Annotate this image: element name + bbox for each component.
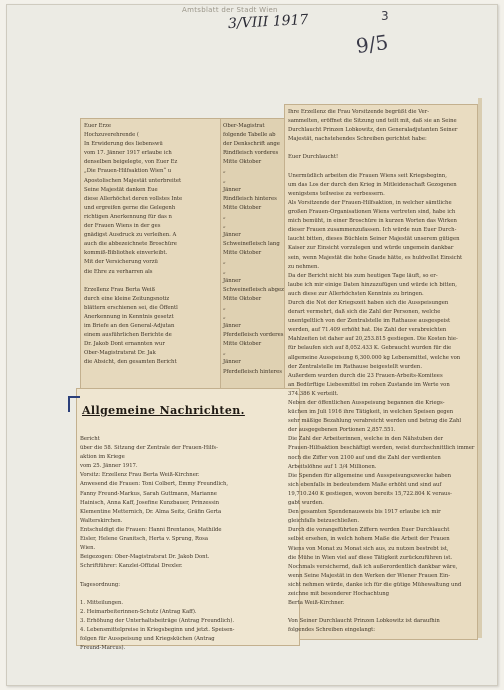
letter-left-text: Euer Erze Hochzuverehrende ( In Erwiderung des liebenswü vom 17. Jänner 1917 erlaube ich denselben beigelegte, von Euer Ez „Die Frauen-Hilfsaktion Wien“ u Apostolischen Majestät unterbreitet Seine Majestät danken Eue diese Allerhöchst deren vollstes Inte und ergreifen gerne die Gelegenh richtigen Anerkennung für das n der Frauen Wiens in der ges gnädigst Ausdruck zu verleihen. A auch die abbezeichnete Broschüre kommiß-Bibliothek einverleibt. Mit der Versicherung vorzü die Ehre zu verharren als Erzellenz Frau Berta Weiß durch eine kleine Zeitungsnotiz blättern erschienen sei, die Öffentl Anerkennung in Kenntnis gesetzt im Briefe an den General-Adjutan einem ausführlichen Berichte de Dr. Jakob Dont ernannten wur Ober-Magistratsrat Dr. Jak die Absicht, den gesamten Bericht — [84, 123, 183, 366]
news-heading: Allgemeine Nachrichten. — [82, 404, 245, 417]
clipping-edge — [478, 98, 482, 638]
archive-stamp: Amtsblatt der Stadt Wien — [182, 6, 278, 14]
price-table-text: Ober-Magistrat folgende Tabelle ab der Denkschrift ange Rindfleisch vorderes Mitte Oktober „ „ Jänner Rindfleisch hinteres Mitte Oktober „ „ Jänner Schweinefleisch lang Mitte Oktober „ „ Jänner Schweinefleisch abgez Mitte Oktober „ „ Jänner Pferdefleisch vorderes Mitte Oktober „ Jänner Pferdefleisch hinteres — [223, 123, 284, 375]
blue-pencil-mark — [68, 396, 80, 412]
page-number: 3 — [381, 9, 389, 23]
handwritten-date: 3/VIII 1917 — [227, 11, 309, 33]
news-report-text: Bericht über die 58. Sitzung der Zentrale der Frauen-Hilfs- aktion im Kriege vom 25. Jänner 1917. Vorsitz: Erzellenz Frau Berta Weiß-Kirchner. Anwesend die Frauen: Toni Colbert, Emmy Freundlich, Fanny Freund-Markus, Sarah Guttmann, Marianne Hainisch, Anna Kaff, Josefine Kunzbauer, Prinzessin Klementine Metternich, Dr. Alma Seitz, Gräfin Gerta Walterskirchen. Entschuldigt die Frauen: Hanni Brentanos, Mathilde Eisler, Helene Granitsch, Herta v. Sprung, Rosa Wien. Beigezogen: Ober-Magistratsrat Dr. Jakob Dont. Schriftführer: Kanzlei-Offizial Drexler. Tagesordnung: 1. Mitteilungen. 2. Heimarbeiterinnen-Schutz (Antrag Kaff). 3. Erhöhung der Unterhaltsbeiträge (Antrag Freundlich). 4. Lebensmittelpreise in Kriegsbeginn und jetzt. Speisen- folgen für Ausspeisung und Kriegsküchen (Antrag Freund-Marcus). — [80, 436, 235, 652]
handwritten-mark: 9/5 — [354, 29, 390, 59]
letter-right-text: Ihre Erzellenz die Frau Vorsitzende begrüßt die Ver- sammelten, eröffnet die Sitzung und teilt mit, daß sie an Seine Durchlaucht Prinzen Lobkowitz, den Generaladjutanten Seiner Majestät, nachstehendes Schreiben gerichtet habe: Euer Durchlaucht! Unermüdlich arbeiten die Frauen Wiens seit Kriegsbeginn, um das Los der durch den Krieg in Mitleidenschaft Gezogenen wenigstens teilweise zu verbessern. Als Vorsitzende der Frauen-Hilfsaktion, in welcher sämtliche großen Frauen-Organisationen Wiens vertreten sind, habe ich mich bemüht, in einer Broschüre in kurzen Worten das Wirken dieser Frauen zusammenzufassen. Ich würde nun Euer Durch- laucht bitten, dieses Büchlein Seiner Majestät unserem gütigen Kaiser zur Einsicht vorzulegen und würde ungemein dankbar sein, wenn Majestät die hohe Gnade hätte, es huldvollst Einsicht zu nehmen. Da der Bericht nicht bis zum heutigen Tage läuft, so er- laube ich mir einige Daten hinzuzufügen und würde ich bitten, auch diese zur Allerhöchsten Kenntnis zu bringen. Durch die Not der Kriegszeit haben sich die Ausspeisungen derart vermehrt, daß sich die Zahl der Personen, welche unentgeltlich von der Zentralstelle im Rathause ausgespeist werden, auf 71.409 erhöht hat. Die Zahl der verabreichten Mahlzeiten ist daher auf 20,253.815 gestiegen. Die Kosten hie- für belaufen sich auf 8,052.433 K. Gebraucht wurden für die allgemeine Ausspeisung 6,300.000 kg Lebensmittel, welche von der Zentralstelle im Rathause beigestellt wurden. Außerdem wurden durch die 23 Frauen-Arbeits-Komitees an Bedürftige Liebesmittel im rohen Zustande im Werte von 374.386 K verteilt. Neben der öffentlichen Ausspeisung begannen die Kriegs- küchen im Juli 1916 ihre Tätigkeit, in welchen Speisen gegen sehr mäßige Bezahlung verabreicht werden und betrug die Zahl der ausgegebenen Portionen 2,857.551. Die Zahl der Arbeiterinnen, welche in den Nähstuben der Frauen-Hilfsaktion beschäftigt werden, weist durchschnittlich immer noch die Ziffer von 2100 auf und die Zahl der verdienten Arbeitslöhne auf 1 3/4 Millionen. Die Spenden für allgemeine und Ausspeisungszwecke haben sich ebenfalls in bedeutendem Maße erhöht und sind auf 19,710.240 K gestiegen, wovon bereits 15,722.804 K veraus- gabt wurden. Den gesamten Spendenausweis bis 1917 erlaube ich mir gleichfalls beizuschließen. Durch die vorangeführten Ziffern werden Euer Durchlaucht selbst ersehen, in welch hohem Maße die Arbeit der Frauen Wiens von Monat zu Monat sich aus, zu nutzen bestrebt ist, die Mühe in Wien viel auf diese Tätigkeit zurückzuführen ist. Nochmals versichernd, daß ich außerordentlich dankbar wäre, wenn Seine Majestät in den Werken der Wiener Frauen Ein- sicht nehmen würde, danke ich für die gütige Mühewaltung und zeichne mit besonderer Hochachtung Berta Weiß-Kirchner. Von Seiner Durchlaucht Prinzen Lobkowitz ist daraufhin folgendes Schreiben eingelangt: — [288, 109, 475, 634]
